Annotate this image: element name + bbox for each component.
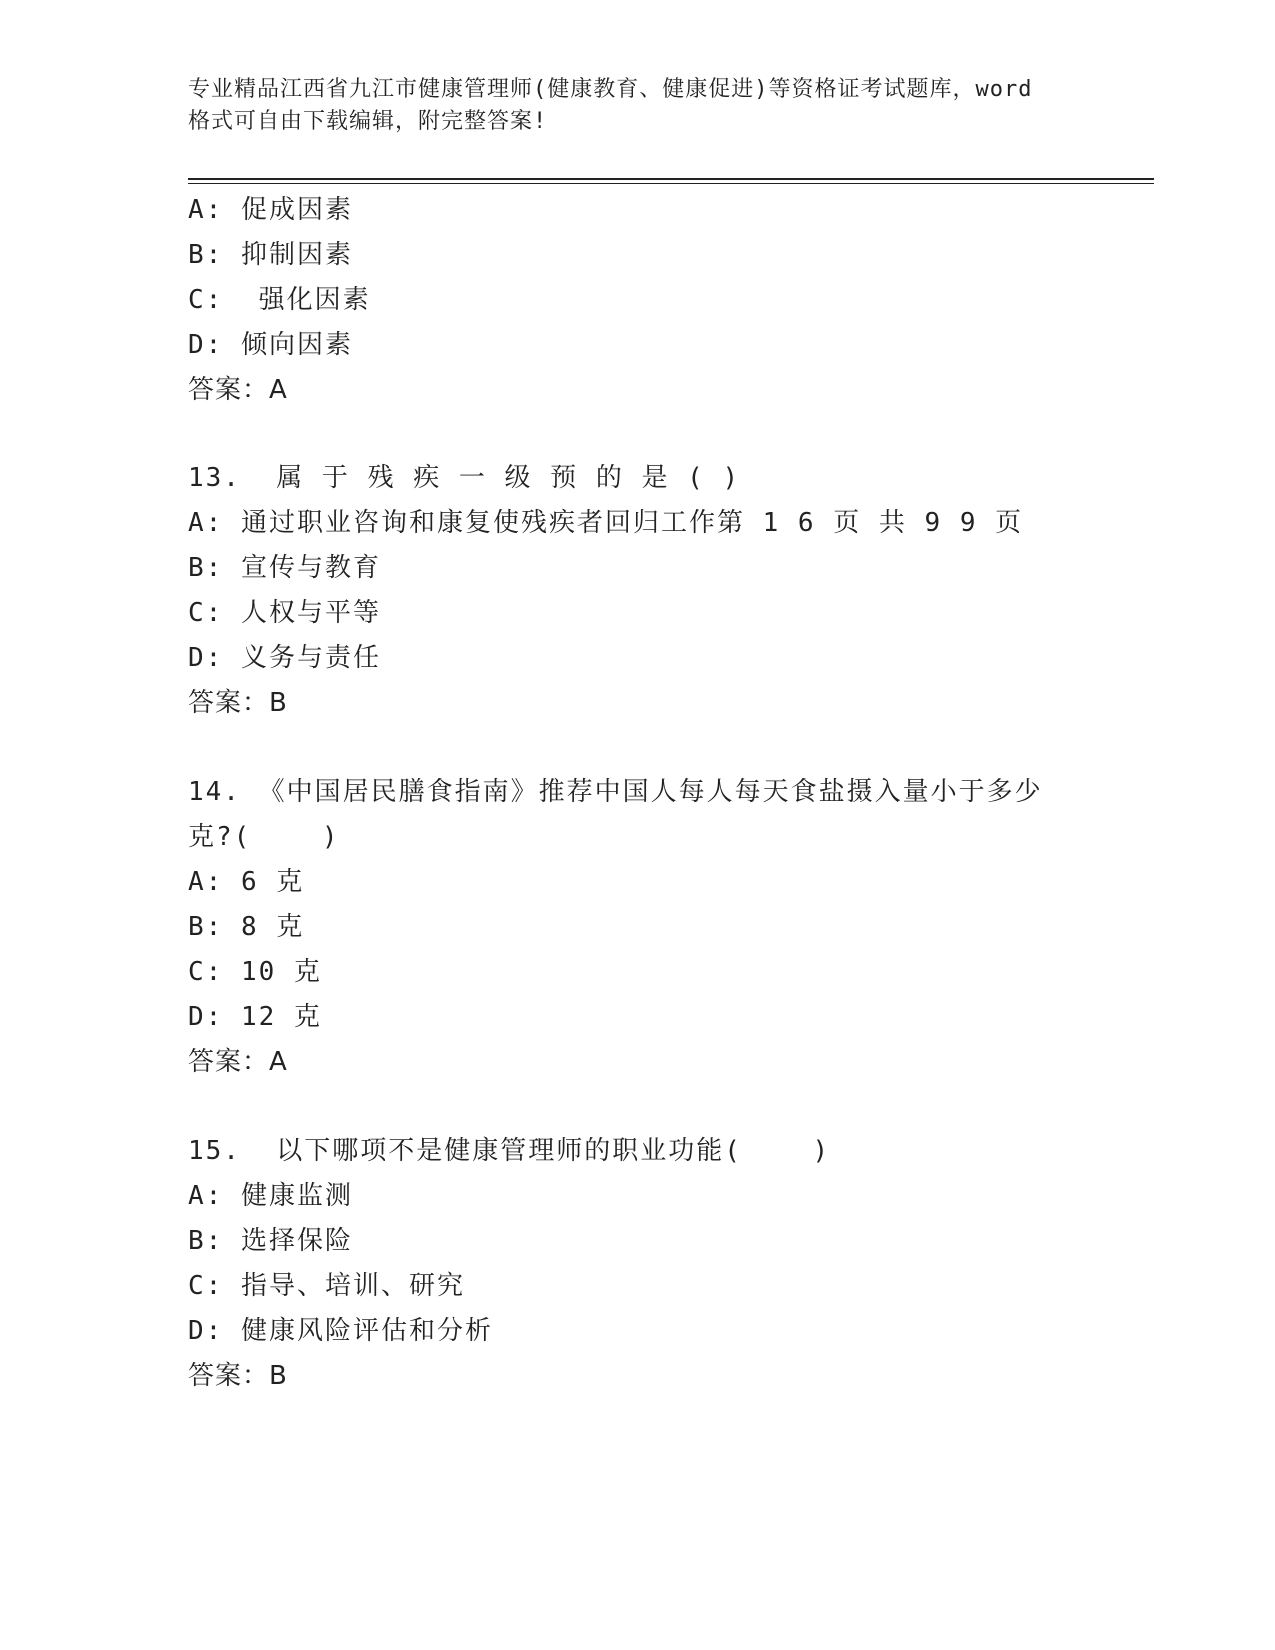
q15-option-a: A: 健康监测 — [188, 1181, 353, 1211]
q12-option-d: D: 倾向因素 — [188, 330, 353, 360]
header-line-2: 格式可自由下载编辑，附完整答案! — [188, 109, 548, 134]
q13-option-b: B: 宣传与教育 — [188, 553, 381, 583]
q12-option-a: A: 促成因素 — [188, 195, 353, 225]
q14-question-line-2: 克?( ) — [188, 822, 340, 852]
q14-option-c: C: 10 克 — [188, 957, 322, 987]
q13-option-c: C: 人权与平等 — [188, 598, 381, 628]
q13-option-a: A: 通过职业咨询和康复使残疾者回归工作第 1 6 页 共 9 9 页 — [188, 508, 1024, 538]
q14-option-d: D: 12 克 — [188, 1002, 322, 1032]
q12-option-c: C: 强化因素 — [188, 285, 371, 315]
q13-question: 13. 属 于 残 疾 一 级 预 的 是 ( ) — [188, 463, 741, 493]
q15-option-d: D: 健康风险评估和分析 — [188, 1316, 493, 1346]
q15-option-c: C: 指导、培训、研究 — [188, 1271, 465, 1301]
q14-answer: 答案：A — [188, 1047, 288, 1077]
q14-option-a: A: 6 克 — [188, 867, 305, 897]
q14-question-line-1: 14. 《中国居民膳食指南》推荐中国人每人每天食盐摄入量小于多少 — [188, 777, 1043, 807]
document-header — [188, 74, 1088, 138]
header-line-1: 专业精品江西省九江市健康管理师(健康教育、健康促进)等资格证考试题库，word — [188, 77, 1033, 102]
q13-answer: 答案：B — [188, 688, 288, 718]
header-divider-thin — [188, 183, 1154, 184]
q15-option-b: B: 选择保险 — [188, 1226, 353, 1256]
q12-option-b: B: 抑制因素 — [188, 240, 353, 270]
q15-question: 15. 以下哪项不是健康管理师的职业功能( ) — [188, 1136, 831, 1166]
header-divider-thick — [188, 178, 1154, 180]
q13-option-d: D: 义务与责任 — [188, 643, 381, 673]
q14-option-b: B: 8 克 — [188, 912, 305, 942]
q15-answer: 答案：B — [188, 1361, 288, 1391]
q12-answer: 答案：A — [188, 375, 288, 405]
